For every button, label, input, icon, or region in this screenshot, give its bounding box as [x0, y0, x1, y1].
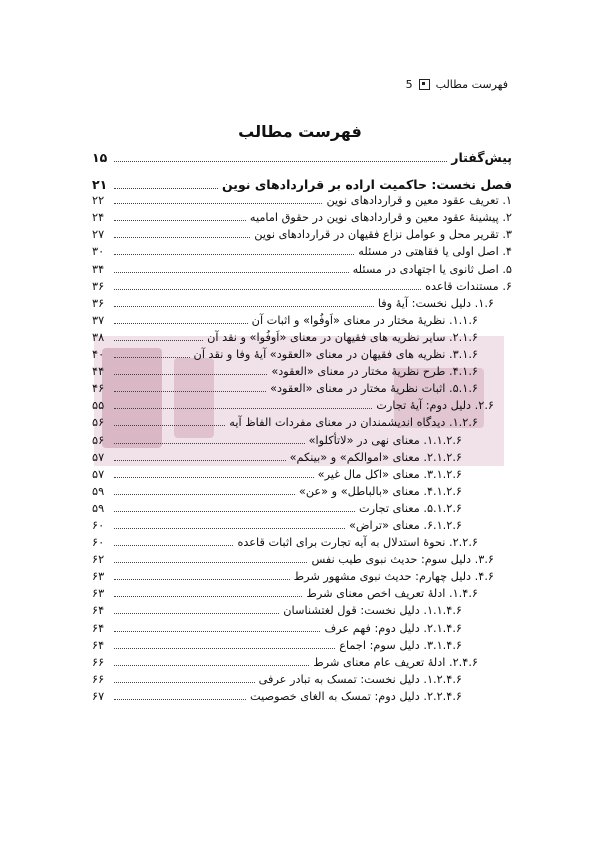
toc-entry[interactable] — [92, 587, 512, 604]
toc-entry-page: ۴۴ — [92, 365, 105, 379]
toc-entry-title: فصل نخست: حاکمیت اراده بر قراردادهای نوین — [222, 177, 512, 193]
toc-entry-title: ۴.۱.۶. طرح نظریهٔ مختار در معنای «العقود» — [271, 365, 478, 379]
toc-entry[interactable] — [92, 690, 512, 707]
toc-entry[interactable] — [92, 314, 512, 331]
toc-entry-page: ۵۹ — [92, 484, 105, 498]
dot-leader — [114, 382, 266, 392]
toc-entry[interactable] — [92, 519, 512, 536]
toc-entry-page: ۶۴ — [92, 621, 105, 635]
dot-leader — [114, 365, 267, 375]
toc-entry-title: ۲.۱.۶. سایر نظریه های فقیهان در معنای «اَوفُوا» و نقد آن — [207, 330, 478, 344]
toc-entry-title: ۲.۱.۲.۶. معنای «اموالکم» و «بینکم» — [289, 450, 462, 464]
toc-entry-page: ۱۵ — [92, 150, 108, 165]
toc-entry-page: ۴۶ — [92, 382, 105, 396]
toc-entry-title: پیش‌گفتار — [451, 150, 512, 165]
toc-entry-title: ۵. اصل ثانوی یا اجتهادی در مسئله — [352, 262, 512, 276]
running-title: فهرست مطالب — [435, 78, 508, 91]
dot-leader — [114, 228, 250, 238]
toc-entry-title: ۳.۱.۲.۶. معنای «اکل مال غیر» — [317, 467, 462, 481]
toc-entry-title: ۶. مستندات قاعده — [425, 279, 512, 293]
toc-entry-page: ۶۶ — [92, 655, 105, 669]
toc-entry[interactable] — [92, 570, 512, 587]
toc-entry-page: ۵۶ — [92, 433, 105, 447]
toc-entry-title: ۲.۲.۴.۶. دلیل دوم: تمسک به الغای خصوصیت — [250, 689, 462, 703]
dot-leader — [114, 297, 374, 307]
toc-entry[interactable] — [92, 228, 512, 245]
toc-entry[interactable] — [92, 604, 512, 621]
toc-entry[interactable] — [92, 382, 512, 399]
toc-entry-page: ۲۷ — [92, 228, 105, 242]
dot-leader — [114, 314, 248, 324]
toc-entry-page: ۳۰ — [92, 245, 105, 259]
toc-entry[interactable] — [92, 673, 512, 690]
toc-entry-title: ۱.۲.۶. دیدگاه اندیشمندان در معنای مفردات الفاظ آیه — [229, 416, 478, 430]
toc-entry[interactable] — [92, 245, 512, 262]
toc-entry[interactable] — [92, 553, 512, 570]
toc-entry[interactable] — [92, 194, 512, 211]
running-header — [406, 78, 508, 91]
dot-leader — [114, 622, 320, 632]
dot-leader — [114, 639, 335, 649]
toc-entry[interactable] — [92, 451, 512, 468]
toc-entry[interactable] — [92, 331, 512, 348]
toc-entry-title: ۳. تقریر محل و عوامل نزاع فقیهان در قراردادهای نوین — [254, 228, 512, 242]
toc-entry-title: ۱.۴.۶. ادلهٔ تعریف اخص معنای شرط — [306, 587, 478, 601]
toc-entry-page: ۶۷ — [92, 689, 105, 703]
toc-entry[interactable] — [92, 211, 512, 228]
dot-leader — [114, 502, 355, 512]
toc-entry-title: ۲.۶. دلیل دوم: آیهٔ تجارت — [376, 399, 494, 413]
toc-entry-page: ۳۴ — [92, 262, 105, 276]
toc-entry-page: ۲۲ — [92, 194, 105, 208]
dot-leader — [114, 211, 246, 221]
toc-entry-title: ۳.۶. دلیل سوم: حدیث نبوی طیب نفس — [311, 553, 494, 567]
toc-entry[interactable] — [92, 416, 512, 433]
toc-entry-page: ۵۷ — [92, 450, 105, 464]
toc-entry-title: ۲.۲.۶. نحوهٔ استدلال به آیه تجارت برای اثبات قاعده — [237, 536, 478, 550]
toc-entry-title: ۶.۱.۲.۶. معنای «تراض» — [348, 518, 462, 532]
dot-leader — [114, 194, 322, 204]
toc-entry-title: ۱.۱.۲.۶. معنای نهی در «لاتأکلوا» — [308, 433, 462, 447]
toc-entry[interactable] — [92, 656, 512, 673]
toc-entry-page: ۳۶ — [92, 296, 105, 310]
dot-leader — [114, 399, 372, 409]
dot-leader — [114, 536, 233, 546]
toc-entry-page: ۴۰ — [92, 348, 105, 362]
toc-entry-page: ۵۵ — [92, 399, 105, 413]
toc-entry[interactable] — [92, 639, 512, 656]
toc-entry[interactable] — [92, 485, 512, 502]
toc-entry-page: ۶۳ — [92, 587, 105, 601]
table-of-contents — [92, 150, 512, 707]
toc-entry-page: ۵۷ — [92, 467, 105, 481]
dot-leader — [114, 280, 421, 290]
toc-entry-title: ۳.۱.۶. نظریه های فقیهان در معنای «العقود» آیهٔ وفا و نقد آن — [193, 348, 478, 362]
toc-entry[interactable] — [92, 536, 512, 553]
toc-entry-title: ۵.۱.۶. اثبات نظریهٔ مختار در معنای «العقود» — [270, 382, 478, 396]
dot-leader — [114, 245, 354, 255]
toc-entry-title: ۱. تعریف عقود معین و قراردادهای نوین — [326, 194, 512, 208]
toc-entry-page: ۶۰ — [92, 518, 105, 532]
toc-entry-page: ۶۳ — [92, 570, 105, 584]
toc-entry[interactable] — [92, 468, 512, 485]
dot-leader — [114, 553, 307, 563]
dot-leader — [114, 263, 349, 273]
dot-leader — [114, 348, 190, 358]
toc-entry[interactable] — [92, 622, 512, 639]
toc-entry-title: ۴.۱.۲.۶. معنای «بالباطل» و «عن» — [298, 484, 462, 498]
toc-entry-title: ۲.۴.۶. ادلهٔ تعریف عام معنای شرط — [313, 655, 478, 669]
toc-entry-page: ۶۲ — [92, 553, 105, 567]
toc-entry-page: ۶۰ — [92, 536, 105, 550]
dot-leader — [114, 434, 305, 444]
toc-entry[interactable] — [92, 280, 512, 297]
toc-entry-page: ۶۶ — [92, 672, 105, 686]
dot-leader — [114, 587, 302, 597]
toc-entry-page: ۳۷ — [92, 313, 105, 327]
toc-entry-title: ۳.۱.۴.۶. دلیل سوم: اجماع — [339, 638, 462, 652]
toc-entry-title: ۱.۱.۶. نظریهٔ مختار در معنای «اَوفُوا» و اثبات آن — [251, 313, 478, 327]
toc-entry-page: ۳۸ — [92, 330, 105, 344]
toc-entry[interactable] — [92, 502, 512, 519]
toc-entry[interactable] — [92, 434, 512, 451]
toc-entry-title: ۲.۱.۴.۶. دلیل دوم: فهم عرف — [324, 621, 462, 635]
dot-leader — [114, 519, 345, 529]
page-marker-icon — [419, 79, 430, 90]
toc-entry-page: ۳۶ — [92, 279, 105, 293]
toc-entry-title: ۱.۶. دلیل نخست: آیهٔ وفا — [377, 296, 494, 310]
toc-entry-title: ۴.۶. دلیل چهارم: حدیث نبوی مشهور شرط — [293, 570, 494, 584]
toc-entry-page: ۵۹ — [92, 501, 105, 515]
dot-leader — [114, 485, 295, 495]
toc-entry-title: ۲. پیشینهٔ عقود معین و قراردادهای نوین در حقوق امامیه — [249, 211, 512, 225]
dot-leader — [114, 604, 279, 614]
toc-entry[interactable] — [92, 150, 512, 167]
page-title: فهرست مطالب — [238, 122, 362, 141]
dot-leader — [114, 152, 447, 162]
toc-entry[interactable] — [92, 348, 512, 365]
toc-entry[interactable] — [92, 263, 512, 280]
dot-leader — [114, 331, 203, 341]
dot-leader — [114, 179, 218, 189]
toc-entry-page: ۶۴ — [92, 604, 105, 618]
toc-entry[interactable] — [92, 177, 512, 194]
toc-entry-page: ۲۴ — [92, 211, 105, 225]
toc-entry-page: ۲۱ — [92, 177, 108, 193]
toc-entry[interactable] — [92, 365, 512, 382]
dot-leader — [114, 690, 246, 700]
page-number: 5 — [405, 78, 413, 91]
toc-entry-title: ۴. اصل اولی یا فقاهتی در مسئله — [358, 245, 512, 259]
dot-leader — [114, 416, 225, 426]
dot-leader — [114, 656, 309, 666]
dot-leader — [114, 673, 255, 683]
toc-entry-title: ۵.۱.۲.۶. معنای تجارت — [359, 501, 462, 515]
toc-entry-page: ۵۶ — [92, 416, 105, 430]
toc-entry[interactable] — [92, 399, 512, 416]
dot-leader — [114, 468, 314, 478]
dot-leader — [114, 570, 290, 580]
toc-entry-page: ۶۴ — [92, 638, 105, 652]
toc-entry-title: ۱.۲.۴.۶. دلیل نخست: تمسک به تبادر عرفی — [258, 672, 462, 686]
toc-spacer — [92, 167, 512, 177]
toc-entry-title: ۱.۱.۴.۶. دلیل نخست: قول لغتشناسان — [283, 604, 462, 618]
toc-entry[interactable] — [92, 297, 512, 314]
dot-leader — [114, 451, 286, 461]
